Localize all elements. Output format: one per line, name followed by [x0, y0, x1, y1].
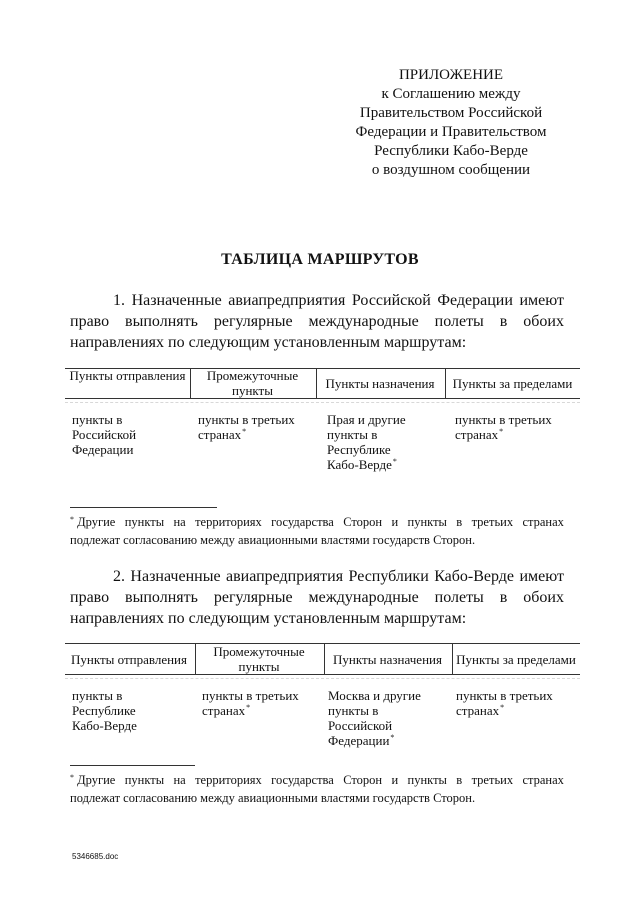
cell-line: Российской — [72, 427, 137, 442]
word: обоих — [523, 313, 564, 330]
word: на — [173, 515, 186, 529]
footnote-marker: * — [499, 427, 504, 436]
footnote-line: подлежат согласованию между авиационными властями государств Сторон. — [70, 791, 476, 805]
header-intermediate: Промежуточные пункты — [213, 644, 305, 674]
cell-line — [328, 733, 421, 750]
footnote-line: подлежат согласованию между авиационными властями государств Сторон. — [70, 533, 476, 547]
annex-line: Федерации и Правительством — [355, 124, 547, 140]
cell-line: Российской — [328, 718, 393, 733]
annex-line: к Соглашению между — [381, 86, 521, 102]
footnote-first-word — [70, 772, 115, 790]
word: третьих — [471, 773, 514, 787]
footnote-marker: * — [70, 515, 74, 524]
cell-text: Федерации — [328, 733, 390, 748]
word: обоих — [523, 589, 564, 606]
cell-text: странах — [455, 427, 499, 442]
footnote-marker: * — [246, 703, 251, 712]
word: Другие — [77, 773, 116, 787]
cell-line — [327, 457, 406, 474]
footnote-first-word — [70, 514, 115, 532]
cell-destination — [328, 688, 421, 750]
word: и — [391, 773, 399, 787]
word: территориях — [195, 773, 262, 787]
footnote-marker: * — [392, 457, 397, 466]
word: пункты — [407, 515, 447, 529]
cell-line: пункты в — [72, 412, 123, 427]
word: полеты — [434, 589, 484, 606]
word: Российской — [351, 292, 431, 309]
paragraph-line — [70, 566, 564, 587]
word: пункты — [124, 773, 165, 787]
header-destination: Пункты назначения — [333, 652, 442, 667]
annex-line: о воздушном сообщении — [371, 162, 531, 178]
word: Назначенные — [131, 292, 222, 309]
cell-departure — [72, 688, 137, 733]
word: 2. — [113, 568, 125, 585]
word: выполнять — [125, 589, 198, 606]
word: на — [173, 773, 186, 787]
cell-line: пункты в — [72, 688, 123, 703]
cell-line — [456, 703, 553, 720]
cell-text: странах — [198, 427, 242, 442]
word: авиапредприятия — [228, 292, 346, 309]
word: в — [456, 515, 463, 529]
section-2-paragraph — [70, 566, 564, 629]
word: государства — [271, 773, 334, 787]
cell-text: странах — [456, 703, 500, 718]
cell-line: пункты в третьих — [455, 412, 552, 427]
cell-intermediate — [202, 688, 299, 720]
footnote-line — [70, 772, 564, 790]
word: Назначенные — [130, 568, 221, 585]
word: регулярные — [213, 313, 293, 330]
document-title: ТАБЛИЦА МАРШРУТОВ — [221, 251, 419, 268]
word: странах — [522, 515, 564, 529]
faint-dashed-line — [65, 678, 580, 679]
cell-line: Республике — [72, 703, 136, 718]
word: Кабо-Верде — [434, 568, 515, 585]
word: право — [70, 313, 110, 330]
cell-line — [202, 703, 299, 720]
word: авиапредприятия — [225, 568, 344, 585]
paragraph-line — [70, 311, 564, 332]
word: в — [499, 313, 508, 330]
word: Другие — [77, 515, 116, 529]
cell-line: пункты в — [328, 703, 379, 718]
cell-intermediate — [198, 412, 295, 444]
cell-line: Москва и другие — [328, 688, 421, 703]
word: в — [499, 589, 508, 606]
cell-line — [198, 427, 295, 444]
word: государства — [271, 515, 334, 529]
footnote-line — [70, 514, 564, 532]
cell-line — [455, 427, 552, 444]
word: право — [70, 589, 110, 606]
header-intermediate: Промежуточные пункты — [206, 368, 299, 398]
cell-line: пункты в третьих — [198, 412, 295, 427]
word: и — [391, 515, 399, 529]
section-1-paragraph — [70, 290, 564, 353]
word: Республики — [348, 568, 429, 585]
word: территориях — [195, 515, 262, 529]
word: имеют — [519, 568, 564, 585]
faint-dashed-line — [65, 402, 580, 403]
cell-text: странах — [202, 703, 246, 718]
table-header-rule — [65, 398, 580, 399]
word: 1. — [113, 292, 125, 309]
cell-line: пункты в третьих — [202, 688, 299, 703]
header-beyond: Пункты за пределами — [452, 376, 573, 391]
word: Федерации — [437, 292, 513, 309]
routes-table-2 — [65, 640, 580, 752]
annex-header — [330, 66, 572, 180]
footnote-rule — [70, 765, 195, 766]
footnote-marker: * — [390, 733, 395, 742]
header-destination: Пункты назначения — [325, 376, 435, 391]
word: странах — [522, 773, 564, 787]
table-header-rule — [65, 674, 580, 675]
word: пункты — [407, 773, 447, 787]
word: выполнять — [125, 313, 198, 330]
word: международные — [308, 589, 419, 606]
word: полеты — [434, 313, 484, 330]
word: в — [456, 773, 463, 787]
annex-line: Республики Кабо-Верде — [374, 143, 528, 159]
word: Сторон — [343, 515, 383, 529]
word: имеют — [519, 292, 564, 309]
cell-line: Федерации — [72, 442, 134, 457]
header-beyond: Пункты за пределами — [456, 652, 576, 667]
cell-departure — [72, 412, 136, 457]
word: регулярные — [213, 589, 293, 606]
footnote-1 — [70, 514, 564, 548]
routes-table-1 — [65, 364, 580, 474]
footnote-marker: * — [242, 427, 247, 436]
word: Сторон — [343, 773, 383, 787]
word: пункты — [124, 515, 165, 529]
cell-line: Прая и другие — [327, 412, 406, 427]
footnote-marker: * — [500, 703, 505, 712]
cell-beyond — [456, 688, 553, 720]
annex-line: Правительством Российской — [359, 105, 543, 121]
paragraph-line — [70, 587, 564, 608]
cell-destination — [327, 412, 406, 474]
cell-line: пункты в третьих — [456, 688, 553, 703]
cell-line: Кабо-Верде — [72, 718, 137, 733]
word: международные — [308, 313, 419, 330]
footnote-marker: * — [70, 773, 74, 782]
cell-line: пункты в — [327, 427, 378, 442]
header-departure: Пункты отправления — [69, 368, 186, 383]
cell-beyond — [455, 412, 552, 444]
word: третьих — [471, 515, 514, 529]
cell-text: Кабо-Верде — [327, 457, 392, 472]
paragraph-line: направлениях по следующим установленным маршрутам: — [70, 610, 467, 627]
header-departure: Пункты отправления — [70, 652, 187, 667]
paragraph-line — [70, 290, 564, 311]
paragraph-line: направлениях по следующим установленным маршрутам: — [70, 334, 467, 351]
annex-line: ПРИЛОЖЕНИЕ — [398, 67, 504, 83]
cell-line: Республике — [327, 442, 391, 457]
footnote-2 — [70, 772, 564, 806]
document-code: 5346685.doc — [72, 852, 119, 861]
footnote-rule — [70, 507, 217, 508]
